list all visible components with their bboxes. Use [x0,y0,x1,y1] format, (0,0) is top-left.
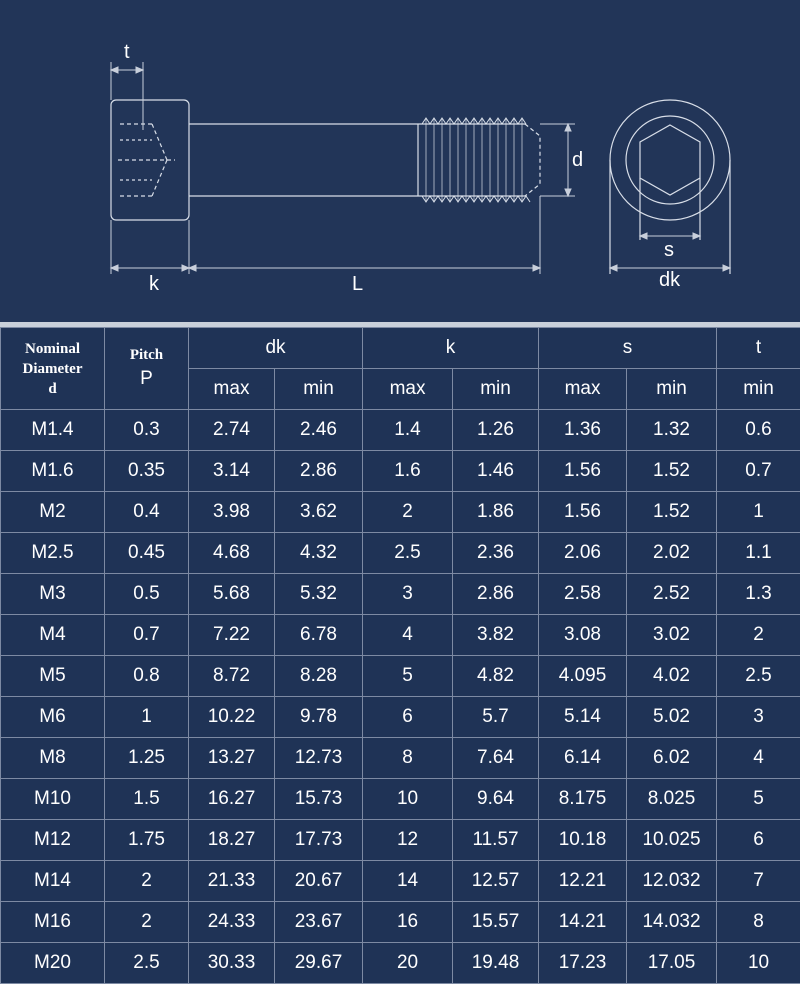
cell-s-max: 8.175 [539,779,627,820]
cell-t-min: 0.6 [717,410,800,451]
cell-nominal-diameter: M3 [1,574,105,615]
cell-nominal-diameter: M14 [1,861,105,902]
cell-k-max: 16 [363,902,453,943]
cell-pitch: 0.3 [105,410,189,451]
cell-k-max: 1.6 [363,451,453,492]
cell-dk-min: 29.67 [275,943,363,984]
cell-k-max: 20 [363,943,453,984]
header-s-min: min [627,369,717,410]
cell-k-min: 2.36 [453,533,539,574]
cell-s-max: 17.23 [539,943,627,984]
cell-k-min: 12.57 [453,861,539,902]
cell-pitch: 0.5 [105,574,189,615]
table-row [1,615,800,656]
cell-t-min: 6 [717,820,800,861]
cell-k-max: 5 [363,656,453,697]
cell-k-min: 11.57 [453,820,539,861]
table-row [1,492,800,533]
cell-pitch: 1.25 [105,738,189,779]
table-row [1,902,800,943]
header-s: s [539,328,717,369]
table-row [1,697,800,738]
cell-dk-max: 24.33 [189,902,275,943]
cell-s-max: 1.56 [539,451,627,492]
cell-pitch: 0.7 [105,615,189,656]
cell-s-min: 6.02 [627,738,717,779]
header-s-max: max [539,369,627,410]
cell-nominal-diameter: M12 [1,820,105,861]
cell-t-min: 2 [717,615,800,656]
label-dk: dk [659,270,680,290]
cell-pitch: 2 [105,902,189,943]
cell-k-min: 1.86 [453,492,539,533]
table-row [1,533,800,574]
cell-dk-min: 23.67 [275,902,363,943]
cell-t-min: 10 [717,943,800,984]
cell-t-min: 1.3 [717,574,800,615]
table-row [1,656,800,697]
header-t-min: min [717,369,800,410]
cell-pitch: 1.75 [105,820,189,861]
cell-nominal-diameter: M6 [1,697,105,738]
header-k-min: min [453,369,539,410]
table-row [1,861,800,902]
cell-dk-max: 8.72 [189,656,275,697]
cell-dk-max: 16.27 [189,779,275,820]
cell-s-min: 2.02 [627,533,717,574]
label-L: L [352,274,363,294]
cell-k-max: 4 [363,615,453,656]
cell-dk-min: 12.73 [275,738,363,779]
header-k-max: max [363,369,453,410]
screw-diagram [0,0,800,322]
cell-dk-max: 2.74 [189,410,275,451]
cell-nominal-diameter: M1.6 [1,451,105,492]
cell-k-min: 5.7 [453,697,539,738]
cell-k-max: 3 [363,574,453,615]
cell-s-max: 3.08 [539,615,627,656]
cell-nominal-diameter: M2.5 [1,533,105,574]
label-s: s [664,240,674,260]
cell-k-min: 7.64 [453,738,539,779]
cell-s-min: 10.025 [627,820,717,861]
table-row [1,943,800,984]
cell-nominal-diameter: M1.4 [1,410,105,451]
cell-dk-max: 3.14 [189,451,275,492]
cell-dk-min: 15.73 [275,779,363,820]
cell-k-min: 3.82 [453,615,539,656]
table-row [1,410,800,451]
dimension-table [0,327,800,984]
cell-s-min: 12.032 [627,861,717,902]
cell-dk-min: 17.73 [275,820,363,861]
cell-dk-min: 6.78 [275,615,363,656]
cell-pitch: 2.5 [105,943,189,984]
cell-s-max: 12.21 [539,861,627,902]
cell-k-max: 14 [363,861,453,902]
cell-pitch: 0.35 [105,451,189,492]
thread-lines [422,118,530,202]
cell-nominal-diameter: M20 [1,943,105,984]
header-pitch: Pitch P [105,328,189,410]
header-t: t [717,328,800,369]
cell-s-max: 2.58 [539,574,627,615]
cell-nominal-diameter: M8 [1,738,105,779]
cell-k-max: 2 [363,492,453,533]
cell-nominal-diameter: M16 [1,902,105,943]
cell-pitch: 1 [105,697,189,738]
cell-t-min: 8 [717,902,800,943]
table-row [1,574,800,615]
header-dk-min: min [275,369,363,410]
cell-pitch: 0.4 [105,492,189,533]
cell-dk-max: 18.27 [189,820,275,861]
label-t: t [124,42,130,62]
cell-s-max: 5.14 [539,697,627,738]
cell-t-min: 5 [717,779,800,820]
cell-nominal-diameter: M4 [1,615,105,656]
cell-s-max: 14.21 [539,902,627,943]
cell-s-max: 6.14 [539,738,627,779]
cell-k-min: 2.86 [453,574,539,615]
cell-s-min: 17.05 [627,943,717,984]
cell-pitch: 0.8 [105,656,189,697]
cell-dk-min: 2.46 [275,410,363,451]
cell-t-min: 7 [717,861,800,902]
dimension-lines [111,62,575,274]
cell-s-min: 5.02 [627,697,717,738]
cell-s-min: 1.32 [627,410,717,451]
cell-pitch: 0.45 [105,533,189,574]
cell-k-min: 1.26 [453,410,539,451]
cell-dk-max: 3.98 [189,492,275,533]
cell-dk-min: 2.86 [275,451,363,492]
header-dk: dk [189,328,363,369]
cell-dk-max: 30.33 [189,943,275,984]
cell-dk-min: 20.67 [275,861,363,902]
cell-dk-min: 3.62 [275,492,363,533]
header-nominal-diameter: Nominal Diameter d [1,328,105,410]
table-row [1,451,800,492]
cell-k-max: 6 [363,697,453,738]
cell-dk-max: 13.27 [189,738,275,779]
cell-t-min: 1 [717,492,800,533]
cell-nominal-diameter: M2 [1,492,105,533]
cell-k-min: 1.46 [453,451,539,492]
cell-s-min: 8.025 [627,779,717,820]
cell-s-max: 1.56 [539,492,627,533]
table-row [1,779,800,820]
cell-nominal-diameter: M10 [1,779,105,820]
label-k: k [149,274,159,294]
table-body [1,410,800,984]
cell-k-max: 12 [363,820,453,861]
cell-dk-max: 5.68 [189,574,275,615]
cell-dk-max: 4.68 [189,533,275,574]
cell-dk-min: 5.32 [275,574,363,615]
cell-k-min: 19.48 [453,943,539,984]
table-row [1,820,800,861]
header-k: k [363,328,539,369]
cell-s-min: 2.52 [627,574,717,615]
cell-s-max: 2.06 [539,533,627,574]
cell-s-min: 4.02 [627,656,717,697]
cell-t-min: 2.5 [717,656,800,697]
cell-s-min: 3.02 [627,615,717,656]
table-row [1,738,800,779]
cell-pitch: 1.5 [105,779,189,820]
cell-nominal-diameter: M5 [1,656,105,697]
cell-k-min: 4.82 [453,656,539,697]
cell-t-min: 3 [717,697,800,738]
cell-dk-min: 4.32 [275,533,363,574]
cell-dk-max: 10.22 [189,697,275,738]
cell-s-max: 1.36 [539,410,627,451]
cell-k-max: 1.4 [363,410,453,451]
cell-t-min: 0.7 [717,451,800,492]
cell-dk-max: 21.33 [189,861,275,902]
cell-pitch: 2 [105,861,189,902]
cell-s-min: 14.032 [627,902,717,943]
cell-k-max: 2.5 [363,533,453,574]
cell-s-max: 10.18 [539,820,627,861]
cell-s-min: 1.52 [627,451,717,492]
header-dk-max: max [189,369,275,410]
cell-dk-min: 9.78 [275,697,363,738]
cell-s-max: 4.095 [539,656,627,697]
cell-s-min: 1.52 [627,492,717,533]
cell-k-min: 15.57 [453,902,539,943]
cell-k-max: 10 [363,779,453,820]
label-d: d [572,150,583,170]
cell-t-min: 4 [717,738,800,779]
cell-dk-min: 8.28 [275,656,363,697]
cell-t-min: 1.1 [717,533,800,574]
cell-dk-max: 7.22 [189,615,275,656]
cell-k-max: 8 [363,738,453,779]
cell-k-min: 9.64 [453,779,539,820]
